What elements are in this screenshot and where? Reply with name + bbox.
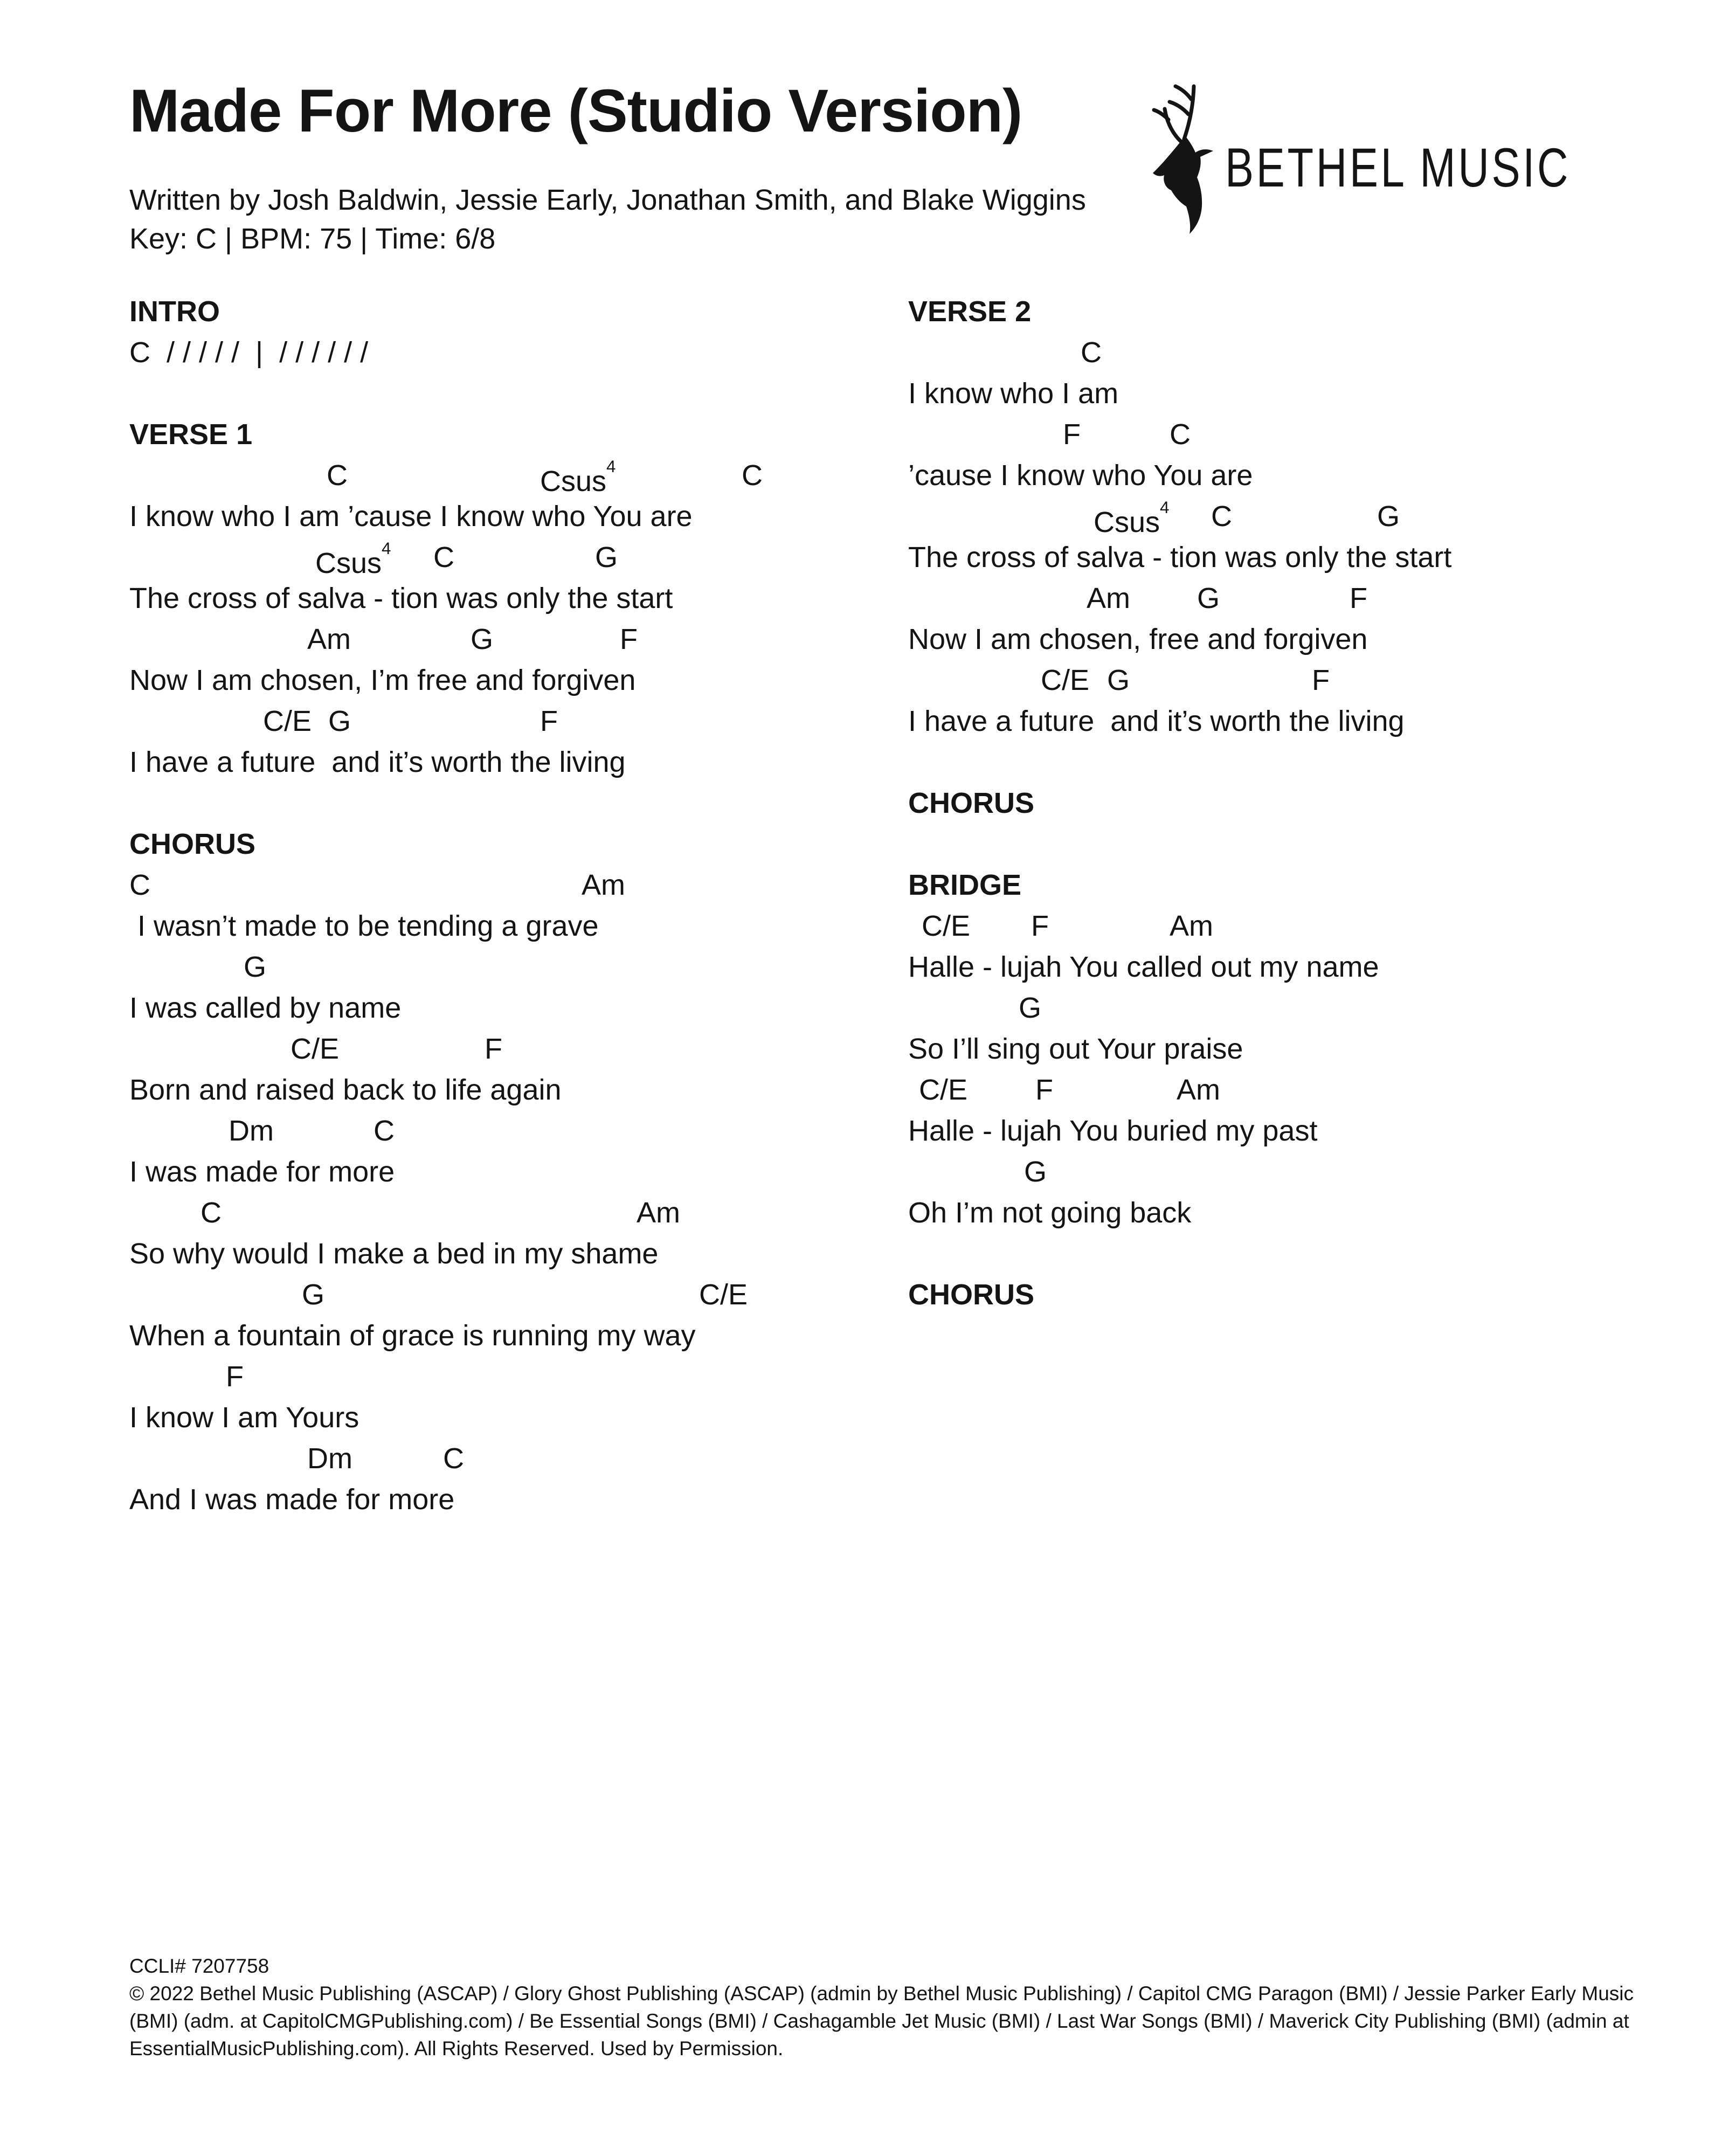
- copyright-line: EssentialMusicPublishing.com). All Rights Reserved. Used by Permission.: [129, 2037, 784, 2060]
- section-gap: [129, 783, 916, 824]
- lyric-line: The cross of salva - tion was only the start: [908, 541, 1452, 573]
- chord: Csus$^4$: [1094, 497, 1170, 538]
- chord-line: [129, 332, 916, 373]
- chord: C: [1211, 500, 1232, 533]
- chord: C/E: [263, 705, 312, 737]
- lyric-line: Oh I’m not going back: [908, 1197, 1192, 1229]
- chord-line: [129, 701, 916, 742]
- chord: F: [1312, 664, 1330, 696]
- section-heading: BRIDGE: [908, 869, 1022, 901]
- chord: G: [1197, 582, 1220, 614]
- chord-line: [908, 414, 1715, 455]
- chord-line: [908, 332, 1715, 373]
- chord-line: [908, 578, 1715, 619]
- chord: Am: [637, 1197, 680, 1229]
- lyric-line: Now I am chosen, free and forgiven: [908, 623, 1368, 655]
- chord-line: [129, 946, 916, 987]
- lyric-line: I was made for more: [129, 1156, 395, 1188]
- chord-line: [908, 987, 1715, 1028]
- chord-line: [129, 455, 916, 496]
- chord-line: [129, 619, 916, 660]
- logo-wordmark: BETHEL MUSIC: [1225, 137, 1571, 198]
- chord: G: [471, 623, 494, 655]
- lyric-line: I wasn’t made to be tending a grave: [129, 910, 599, 942]
- chord: C: [327, 459, 348, 492]
- writers-line: Written by Josh Baldwin, Jessie Early, Jonathan Smith, and Blake Wiggins: [129, 184, 1086, 216]
- section-gap: [908, 1233, 1715, 1274]
- lyric-line: So I’ll sing out Your praise: [908, 1033, 1243, 1065]
- chord: Am: [582, 869, 625, 901]
- chord-line: [129, 1110, 916, 1151]
- chord: C/E: [291, 1033, 340, 1065]
- lyric-line: The cross of salva - tion was only the start: [129, 582, 673, 614]
- chord: C: [200, 1197, 222, 1229]
- bethel-music-logo: [1151, 84, 1636, 240]
- chord: F: [1350, 582, 1367, 614]
- lyric-line: I know I am Yours: [129, 1401, 359, 1434]
- chord: Dm: [307, 1442, 352, 1475]
- chord-line: [908, 660, 1715, 701]
- chord: C: [1170, 418, 1191, 451]
- chord-line: [908, 906, 1715, 946]
- section-heading: VERSE 2: [908, 295, 1032, 328]
- chord: Am: [1177, 1074, 1220, 1106]
- chord: C: [374, 1115, 395, 1147]
- section-gap: [129, 373, 916, 414]
- song-header: [129, 77, 1086, 255]
- chord-line: [129, 865, 916, 906]
- column: [908, 291, 1715, 1356]
- chord: C: [433, 541, 454, 573]
- chord-line: [129, 1274, 916, 1315]
- column: [129, 291, 916, 1561]
- copyright-line: (BMI) (adm. at CapitolCMGPublishing.com) / Be Essential Songs (BMI) / Cashagamble Jet Music (BMI) / Last War Songs (BMI) / Maverick City Publishing (BMI) (admin at: [129, 2010, 1629, 2032]
- section-gap: [129, 1520, 916, 1561]
- ccli-line: CCLI# 7207758: [129, 1955, 269, 1977]
- chord: G: [1377, 500, 1400, 533]
- chord: F: [620, 623, 638, 655]
- chord: C: [129, 869, 150, 901]
- chord: G: [595, 541, 618, 573]
- section-heading: CHORUS: [908, 1279, 1035, 1311]
- lyric-line: I know who I am: [908, 377, 1119, 410]
- chord: C: [443, 1442, 464, 1475]
- chord-line: [908, 1151, 1715, 1192]
- chord: G: [1107, 664, 1130, 696]
- deer-antler-icon: [1151, 84, 1216, 235]
- chord: C/E: [922, 910, 971, 942]
- chord: C: [1081, 336, 1102, 369]
- chord: F: [1063, 418, 1081, 451]
- lyric-line: And I was made for more: [129, 1483, 455, 1516]
- chord-line: [908, 496, 1715, 537]
- chord: Am: [307, 623, 351, 655]
- section-gap: [908, 742, 1715, 783]
- lyric-line: Halle - lujah You buried my past: [908, 1115, 1318, 1147]
- chord: C / / / / / | / / / / / /: [129, 336, 369, 369]
- chord-line: [129, 1192, 916, 1233]
- section-heading: CHORUS: [908, 787, 1035, 819]
- chord-line: [129, 1356, 916, 1397]
- key-bpm-time-line: Key: C | BPM: 75 | Time: 6/8: [129, 223, 496, 255]
- section-heading: CHORUS: [129, 828, 256, 860]
- chord: F: [540, 705, 558, 737]
- song-title: Made For More (Studio Version): [129, 77, 1022, 144]
- chord: C: [742, 459, 763, 492]
- chord: F: [485, 1033, 502, 1065]
- chord: G: [328, 705, 351, 737]
- chord: G: [1019, 992, 1042, 1024]
- lyric-line: Now I am chosen, I’m free and forgiven: [129, 664, 636, 696]
- lyric-line: I have a future and it’s worth the living: [129, 746, 626, 778]
- chord: Am: [1087, 582, 1130, 614]
- section-gap: [908, 1315, 1715, 1356]
- copyright-line: © 2022 Bethel Music Publishing (ASCAP) / Glory Ghost Publishing (ASCAP) (admin by Bethel Music Publishing) / Capitol CMG Paragon (BMI) / Jessie Parker Early Music: [129, 1982, 1634, 2005]
- chord-line: [129, 537, 916, 578]
- lyric-line: Halle - lujah You called out my name: [908, 951, 1379, 983]
- lyric-line: When a fountain of grace is running my way: [129, 1319, 696, 1352]
- lyric-line: Born and raised back to life again: [129, 1074, 562, 1106]
- chord: Csus$^4$: [540, 457, 616, 497]
- chord-line: [129, 1028, 916, 1069]
- section-gap: [908, 824, 1715, 865]
- chord: F: [226, 1360, 244, 1393]
- lyric-line: I know who I am ’cause I know who You are: [129, 500, 693, 533]
- chord: Dm: [229, 1115, 274, 1147]
- chord: F: [1031, 910, 1049, 942]
- chord: G: [1024, 1156, 1047, 1188]
- chord-line: [908, 1069, 1715, 1110]
- chord-line: [129, 1438, 916, 1479]
- chord: G: [244, 951, 267, 983]
- lyric-line: I have a future and it’s worth the living: [908, 705, 1405, 737]
- chord: Am: [1170, 910, 1213, 942]
- lyric-line: ’cause I know who You are: [908, 459, 1253, 492]
- chord: G: [302, 1279, 325, 1311]
- chord: Csus$^4$: [315, 538, 391, 579]
- chord: C/E: [919, 1074, 968, 1106]
- section-heading: VERSE 1: [129, 418, 253, 451]
- chord: C/E: [1041, 664, 1090, 696]
- chord: F: [1035, 1074, 1053, 1106]
- lyric-line: I was called by name: [129, 992, 402, 1024]
- footer: [129, 1952, 1644, 2062]
- chord: C/E: [699, 1279, 748, 1311]
- lyric-line: So why would I make a bed in my shame: [129, 1238, 659, 1270]
- section-heading: INTRO: [129, 295, 220, 328]
